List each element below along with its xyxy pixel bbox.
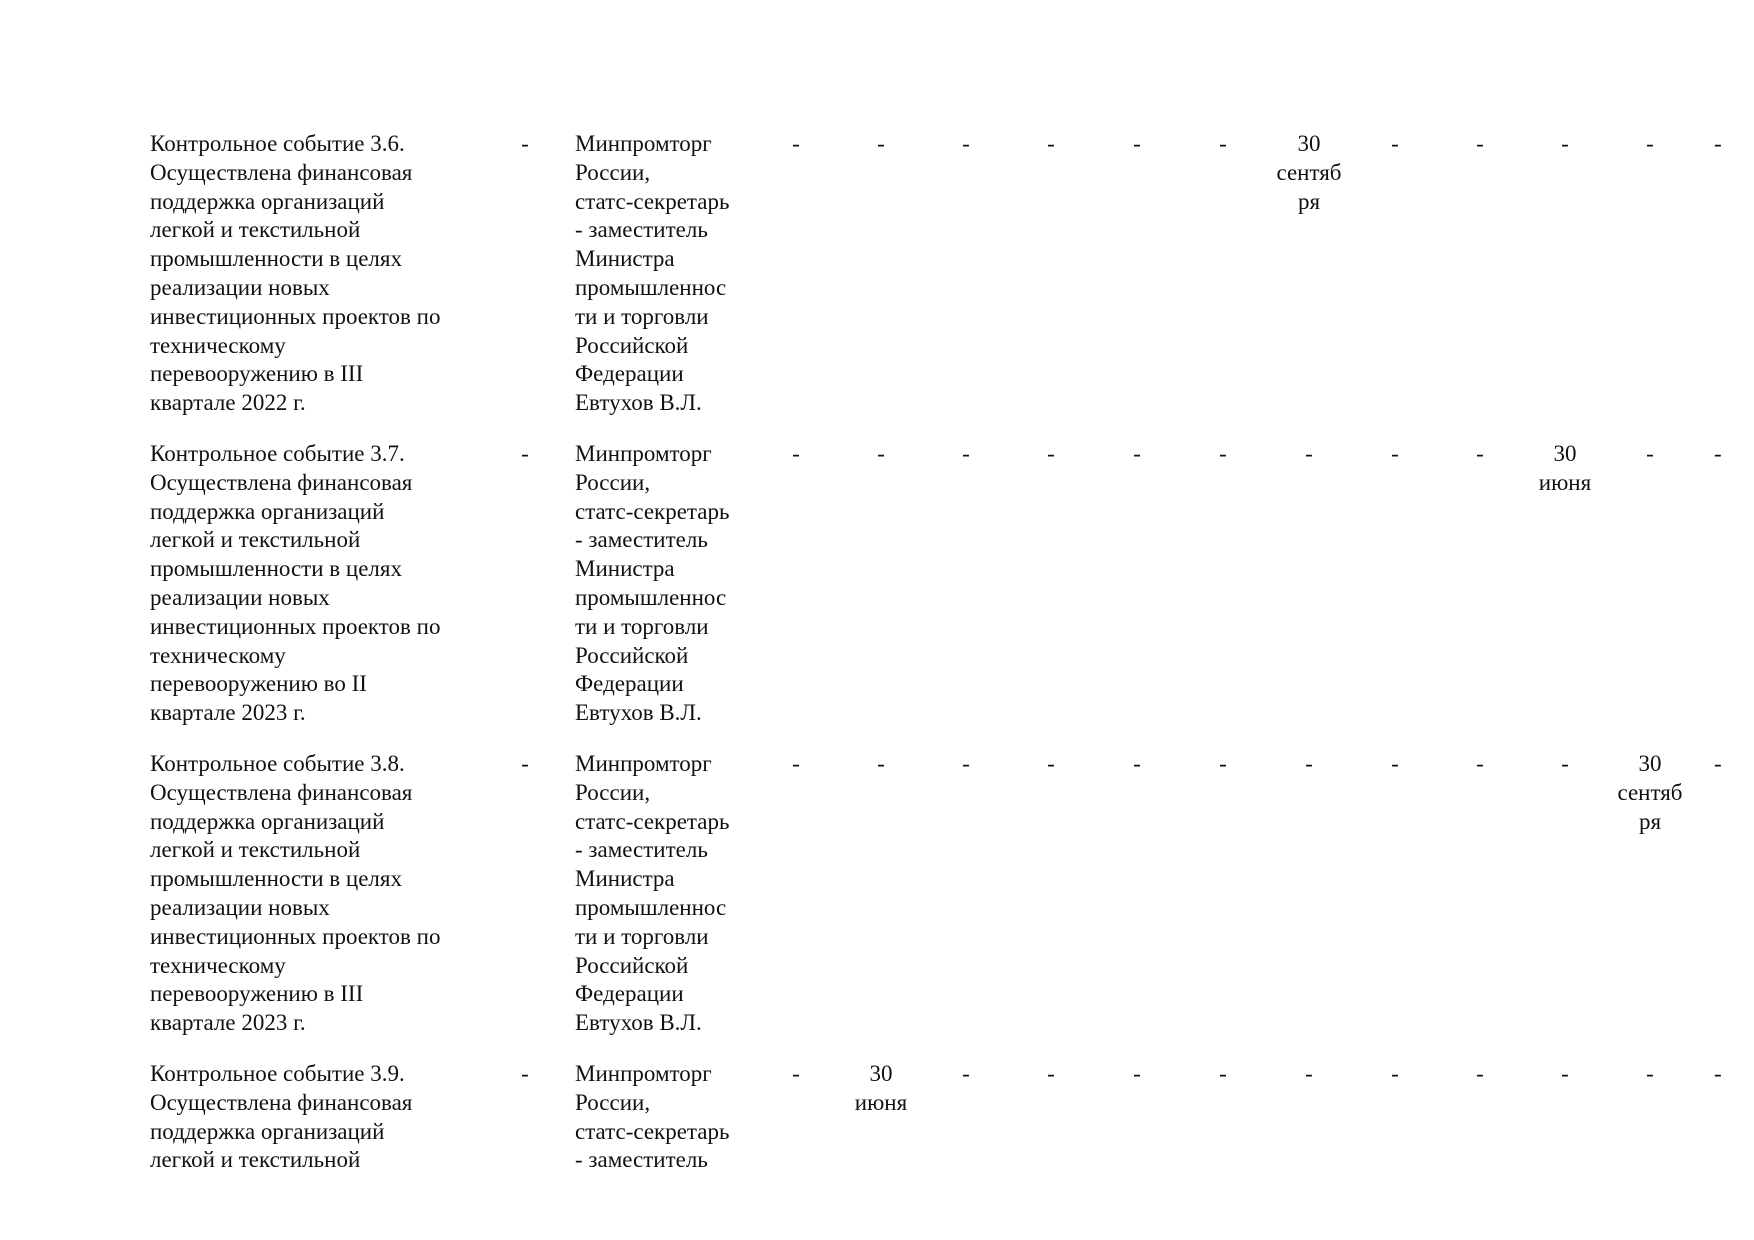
responsible-executor: Минпромторг России, статс-секретарь - заместитель <box>575 1061 730 1173</box>
period-cell: - <box>877 751 885 776</box>
event-description: Контрольное событие 3.9. Осуществлена финансовая поддержка организаций легкой и текстильной <box>150 1061 413 1173</box>
period-cell: 30 июня <box>854 1061 908 1115</box>
period-cell: - <box>792 1061 800 1086</box>
period-cell: - <box>1133 751 1141 776</box>
period-cell: - <box>1646 441 1654 466</box>
responsible-executor: Минпромторг России, статс-секретарь - заместитель Министра промышленнос ти и торговли Российской Федерации Евтухов В.Л. <box>575 751 730 1036</box>
period-cell: - <box>962 751 970 776</box>
period-cell: - <box>1476 751 1484 776</box>
period-cell: 30 сентяб ря <box>1617 751 1683 834</box>
period-cell: - <box>1476 441 1484 466</box>
period-cell: - <box>1714 1061 1722 1086</box>
period-cell: - <box>1646 1061 1654 1086</box>
period-cell: - <box>1561 1061 1569 1086</box>
event-description: Контрольное событие 3.7. Осуществлена финансовая поддержка организаций легкой и текстильной промышленности в целях реализации новых инвестиционных проектов по техническому перевооружению во II квартале 2023 г. <box>150 441 441 726</box>
period-cell: - <box>1219 1061 1227 1086</box>
period-cell: - <box>1047 1061 1055 1086</box>
event-description: Контрольное событие 3.6. Осуществлена финансовая поддержка организаций легкой и текстильной промышленности в целях реализации новых инвестиционных проектов по техническому перевооружению в III квартале 2022 г. <box>150 131 441 416</box>
table-row <box>0 440 1754 740</box>
period-cell: - <box>962 1061 970 1086</box>
table-row <box>0 130 1754 430</box>
period-cell: - <box>1047 751 1055 776</box>
period-cell: - <box>521 1061 529 1086</box>
period-cell: - <box>962 441 970 466</box>
period-cell: - <box>1133 441 1141 466</box>
period-cell: - <box>1714 751 1722 776</box>
period-cell: - <box>1047 441 1055 466</box>
period-cell: - <box>1391 751 1399 776</box>
period-cell: - <box>792 441 800 466</box>
period-cell: - <box>1476 131 1484 156</box>
period-cell: - <box>877 441 885 466</box>
period-cell: - <box>1561 751 1569 776</box>
period-cell: - <box>962 131 970 156</box>
period-cell: 30 июня <box>1538 441 1592 495</box>
period-cell: - <box>1305 751 1313 776</box>
period-cell: - <box>1391 441 1399 466</box>
table-row <box>0 750 1754 1050</box>
period-cell: - <box>792 131 800 156</box>
responsible-executor: Минпромторг России, статс-секретарь - заместитель Министра промышленнос ти и торговли Российской Федерации Евтухов В.Л. <box>575 131 730 416</box>
period-cell: - <box>1391 131 1399 156</box>
period-cell: - <box>1133 131 1141 156</box>
period-cell: - <box>1133 1061 1141 1086</box>
table-row <box>0 1060 1754 1190</box>
event-description: Контрольное событие 3.8. Осуществлена финансовая поддержка организаций легкой и текстильной промышленности в целях реализации новых инвестиционных проектов по техническому перевооружению в III квартале 2023 г. <box>150 751 441 1036</box>
period-cell: - <box>1391 1061 1399 1086</box>
period-cell: 30 сентяб ря <box>1276 131 1342 214</box>
period-cell: - <box>521 751 529 776</box>
period-cell: - <box>1714 131 1722 156</box>
period-cell: - <box>1305 441 1313 466</box>
responsible-executor: Минпромторг России, статс-секретарь - заместитель Министра промышленнос ти и торговли Российской Федерации Евтухов В.Л. <box>575 441 730 726</box>
period-cell: - <box>1219 131 1227 156</box>
period-cell: - <box>1646 131 1654 156</box>
period-cell: - <box>1305 1061 1313 1086</box>
period-cell: - <box>1219 751 1227 776</box>
period-cell: - <box>1476 1061 1484 1086</box>
period-cell: - <box>1047 131 1055 156</box>
period-cell: - <box>521 131 529 156</box>
period-cell: - <box>877 131 885 156</box>
period-cell: - <box>1219 441 1227 466</box>
period-cell: - <box>521 441 529 466</box>
period-cell: - <box>1714 441 1722 466</box>
period-cell: - <box>792 751 800 776</box>
period-cell: - <box>1561 131 1569 156</box>
